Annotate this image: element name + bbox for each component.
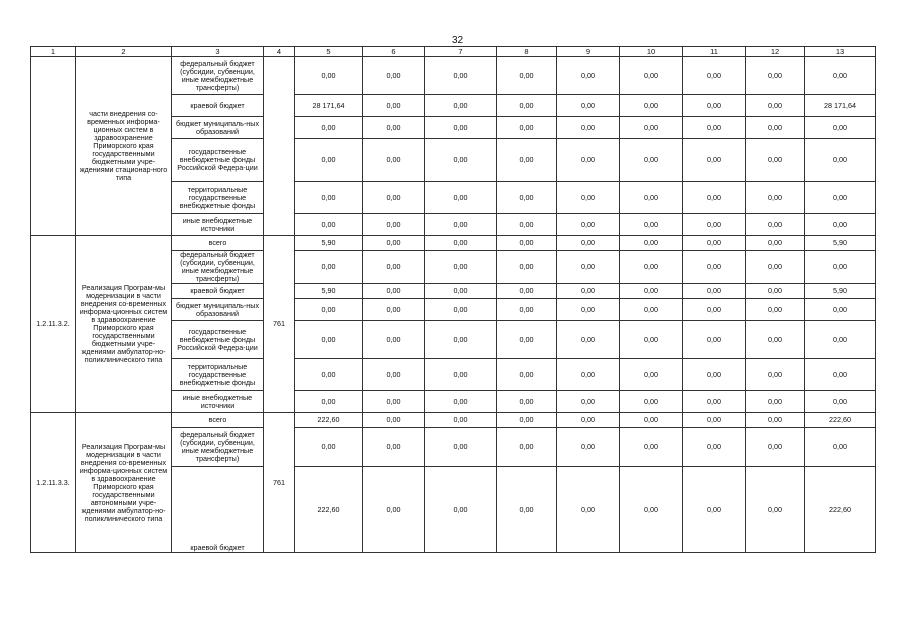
value-cell: 0,00: [425, 139, 497, 182]
value-cell: 0,00: [557, 214, 620, 236]
value-cell: 0,00: [295, 359, 363, 391]
value-cell: 0,00: [746, 251, 805, 284]
value-cell: 0,00: [683, 467, 746, 553]
value-cell: 0,00: [363, 284, 425, 299]
grbs-code: [264, 57, 295, 236]
value-cell: 0,00: [683, 428, 746, 467]
value-cell: 0,00: [295, 391, 363, 413]
value-cell: 0,00: [683, 139, 746, 182]
value-cell: 0,00: [425, 57, 497, 95]
value-cell: 0,00: [497, 236, 557, 251]
value-cell: 0,00: [620, 467, 683, 553]
value-cell: 0,00: [620, 57, 683, 95]
value-cell: 0,00: [805, 139, 876, 182]
item-code: 1.2.11.3.2.: [31, 236, 76, 413]
value-cell: 0,00: [295, 428, 363, 467]
value-cell: 0,00: [620, 95, 683, 117]
value-cell: 0,00: [620, 391, 683, 413]
value-cell: 0,00: [683, 236, 746, 251]
funding-source: территориальные государственные внебюджетные фонды: [172, 182, 264, 214]
value-cell: 5,90: [295, 284, 363, 299]
item-code: [31, 57, 76, 236]
column-header: 11: [683, 47, 746, 57]
table-row: [31, 413, 876, 428]
value-cell: 0,00: [363, 321, 425, 359]
grbs-code: 761: [264, 236, 295, 413]
value-cell: 0,00: [746, 391, 805, 413]
value-cell: 0,00: [557, 413, 620, 428]
value-cell: 0,00: [746, 182, 805, 214]
value-cell: 0,00: [683, 284, 746, 299]
value-cell: 0,00: [363, 391, 425, 413]
budget-table: [30, 46, 876, 553]
value-cell: 0,00: [805, 251, 876, 284]
value-cell: 5,90: [295, 236, 363, 251]
column-header: 13: [805, 47, 876, 57]
value-cell: 0,00: [425, 299, 497, 321]
funding-source: территориальные государственные внебюджетные фонды: [172, 359, 264, 391]
value-cell: 0,00: [557, 251, 620, 284]
value-cell: 0,00: [425, 391, 497, 413]
value-cell: 28 171,64: [805, 95, 876, 117]
value-cell: 0,00: [620, 284, 683, 299]
value-cell: 0,00: [557, 57, 620, 95]
value-cell: 0,00: [746, 428, 805, 467]
value-cell: 0,00: [746, 413, 805, 428]
value-cell: 0,00: [683, 182, 746, 214]
value-cell: 0,00: [746, 359, 805, 391]
value-cell: 0,00: [497, 284, 557, 299]
value-cell: 0,00: [425, 214, 497, 236]
value-cell: 0,00: [746, 467, 805, 553]
value-cell: 0,00: [425, 359, 497, 391]
column-header: 7: [425, 47, 497, 57]
value-cell: 0,00: [557, 284, 620, 299]
value-cell: 0,00: [557, 428, 620, 467]
grbs-code: 761: [264, 413, 295, 553]
value-cell: 5,90: [805, 236, 876, 251]
value-cell: 28 171,64: [295, 95, 363, 117]
value-cell: 222,60: [805, 413, 876, 428]
value-cell: 0,00: [557, 139, 620, 182]
column-header: 8: [497, 47, 557, 57]
value-cell: 0,00: [620, 251, 683, 284]
value-cell: 0,00: [557, 467, 620, 553]
value-cell: 0,00: [746, 117, 805, 139]
value-cell: 0,00: [497, 299, 557, 321]
value-cell: 0,00: [363, 299, 425, 321]
item-name: части внедрения со-временных информа-ционных систем в здравоохранение Приморского края государственными бюджетными учре-ждениями стационар-ного типа: [76, 57, 172, 236]
value-cell: 0,00: [746, 284, 805, 299]
value-cell: 0,00: [746, 236, 805, 251]
value-cell: 0,00: [683, 391, 746, 413]
value-cell: 0,00: [620, 413, 683, 428]
value-cell: 0,00: [620, 299, 683, 321]
value-cell: 0,00: [557, 182, 620, 214]
funding-source: краевой бюджет: [172, 284, 264, 299]
value-cell: 0,00: [620, 321, 683, 359]
value-cell: 0,00: [746, 57, 805, 95]
value-cell: 0,00: [805, 57, 876, 95]
funding-source: федеральный бюджет (субсидии, субвенции, иные межбюджетные трансферты): [172, 428, 264, 467]
value-cell: 0,00: [746, 95, 805, 117]
page-number: 32: [452, 35, 464, 46]
funding-source: государственные внебюджетные фонды Российской Федера-ции: [172, 139, 264, 182]
value-cell: 0,00: [363, 413, 425, 428]
value-cell: 0,00: [497, 467, 557, 553]
funding-source: иные внебюджетные источники: [172, 214, 264, 236]
value-cell: 0,00: [683, 321, 746, 359]
column-header: 3: [172, 47, 264, 57]
value-cell: 0,00: [497, 57, 557, 95]
value-cell: 0,00: [363, 236, 425, 251]
table-row: [31, 236, 876, 251]
value-cell: 0,00: [363, 428, 425, 467]
value-cell: 0,00: [295, 117, 363, 139]
value-cell: 0,00: [805, 299, 876, 321]
header-row: [31, 47, 876, 57]
column-header: 6: [363, 47, 425, 57]
value-cell: 0,00: [620, 117, 683, 139]
value-cell: 0,00: [683, 251, 746, 284]
value-cell: 0,00: [497, 413, 557, 428]
value-cell: 0,00: [363, 182, 425, 214]
value-cell: 0,00: [425, 182, 497, 214]
value-cell: 0,00: [295, 182, 363, 214]
value-cell: 0,00: [805, 214, 876, 236]
value-cell: 0,00: [683, 413, 746, 428]
value-cell: 0,00: [557, 321, 620, 359]
value-cell: 0,00: [683, 117, 746, 139]
value-cell: 0,00: [497, 391, 557, 413]
value-cell: 0,00: [683, 299, 746, 321]
value-cell: 0,00: [295, 214, 363, 236]
value-cell: 0,00: [363, 57, 425, 95]
value-cell: 0,00: [557, 236, 620, 251]
value-cell: 0,00: [425, 236, 497, 251]
column-header: 4: [264, 47, 295, 57]
value-cell: 5,90: [805, 284, 876, 299]
value-cell: 0,00: [363, 117, 425, 139]
value-cell: 0,00: [620, 214, 683, 236]
value-cell: 0,00: [425, 251, 497, 284]
column-header: 5: [295, 47, 363, 57]
value-cell: 0,00: [805, 428, 876, 467]
value-cell: 0,00: [497, 251, 557, 284]
value-cell: 0,00: [557, 299, 620, 321]
value-cell: 0,00: [557, 95, 620, 117]
value-cell: 0,00: [620, 139, 683, 182]
funding-source: всего: [172, 236, 264, 251]
value-cell: 0,00: [425, 117, 497, 139]
item-name: Реализация Програм-мы модернизации в части внедрения со-временных информа-ционных систем в здравоохранение Приморского края государственными бюджетными учре-ждениями амбулатор-но-поликлинического типа: [76, 236, 172, 413]
funding-source: краевой бюджет: [172, 95, 264, 117]
value-cell: 0,00: [497, 359, 557, 391]
item-name: Реализация Програм-мы модернизации в части внедрения со-временных информа-ционных систем в здравоохранение Приморского края государственными автономными учре-ждениями амбулатор-но-поликлинического типа: [76, 413, 172, 553]
value-cell: 0,00: [557, 359, 620, 391]
value-cell: 0,00: [295, 321, 363, 359]
value-cell: 0,00: [363, 359, 425, 391]
value-cell: 0,00: [295, 299, 363, 321]
funding-source: всего: [172, 413, 264, 428]
funding-source: бюджет муниципаль-ных образований: [172, 117, 264, 139]
value-cell: 0,00: [295, 139, 363, 182]
value-cell: 0,00: [425, 321, 497, 359]
funding-source: государственные внебюджетные фонды Российской Федера-ции: [172, 321, 264, 359]
value-cell: 0,00: [683, 359, 746, 391]
funding-source: бюджет муниципаль-ных образований: [172, 299, 264, 321]
value-cell: 0,00: [497, 321, 557, 359]
funding-source: краевой бюджет: [172, 467, 264, 553]
value-cell: 0,00: [425, 428, 497, 467]
funding-source: федеральный бюджет (субсидии, субвенции, иные межбюджетные трансферты): [172, 251, 264, 284]
value-cell: 0,00: [805, 359, 876, 391]
value-cell: 0,00: [620, 236, 683, 251]
value-cell: 0,00: [746, 214, 805, 236]
value-cell: 0,00: [295, 251, 363, 284]
value-cell: 0,00: [363, 95, 425, 117]
value-cell: 0,00: [683, 95, 746, 117]
value-cell: 0,00: [425, 284, 497, 299]
value-cell: 0,00: [363, 467, 425, 553]
value-cell: 0,00: [497, 95, 557, 117]
value-cell: 0,00: [746, 139, 805, 182]
value-cell: 0,00: [295, 57, 363, 95]
column-header: 2: [76, 47, 172, 57]
funding-source: федеральный бюджет (субсидии, субвенции, иные межбюджетные трансферты): [172, 57, 264, 95]
value-cell: 0,00: [425, 95, 497, 117]
value-cell: 0,00: [746, 321, 805, 359]
value-cell: 0,00: [683, 57, 746, 95]
value-cell: 0,00: [363, 214, 425, 236]
value-cell: 0,00: [620, 182, 683, 214]
value-cell: 0,00: [557, 117, 620, 139]
column-header: 1: [31, 47, 76, 57]
column-header: 12: [746, 47, 805, 57]
item-code: 1.2.11.3.3.: [31, 413, 76, 553]
value-cell: 0,00: [805, 182, 876, 214]
funding-source: иные внебюджетные источники: [172, 391, 264, 413]
value-cell: 0,00: [425, 467, 497, 553]
value-cell: 0,00: [497, 428, 557, 467]
table-row: [31, 57, 876, 95]
column-header: 10: [620, 47, 683, 57]
value-cell: 222,60: [805, 467, 876, 553]
value-cell: 0,00: [425, 413, 497, 428]
value-cell: 0,00: [363, 251, 425, 284]
value-cell: 0,00: [805, 391, 876, 413]
value-cell: 0,00: [557, 391, 620, 413]
value-cell: 0,00: [805, 117, 876, 139]
value-cell: 0,00: [805, 321, 876, 359]
value-cell: 0,00: [497, 214, 557, 236]
value-cell: 222,60: [295, 413, 363, 428]
value-cell: 0,00: [746, 299, 805, 321]
value-cell: 0,00: [363, 139, 425, 182]
value-cell: 0,00: [683, 214, 746, 236]
value-cell: 0,00: [497, 182, 557, 214]
value-cell: 0,00: [497, 139, 557, 182]
value-cell: 0,00: [620, 359, 683, 391]
column-header: 9: [557, 47, 620, 57]
value-cell: 0,00: [497, 117, 557, 139]
value-cell: 222,60: [295, 467, 363, 553]
value-cell: 0,00: [620, 428, 683, 467]
